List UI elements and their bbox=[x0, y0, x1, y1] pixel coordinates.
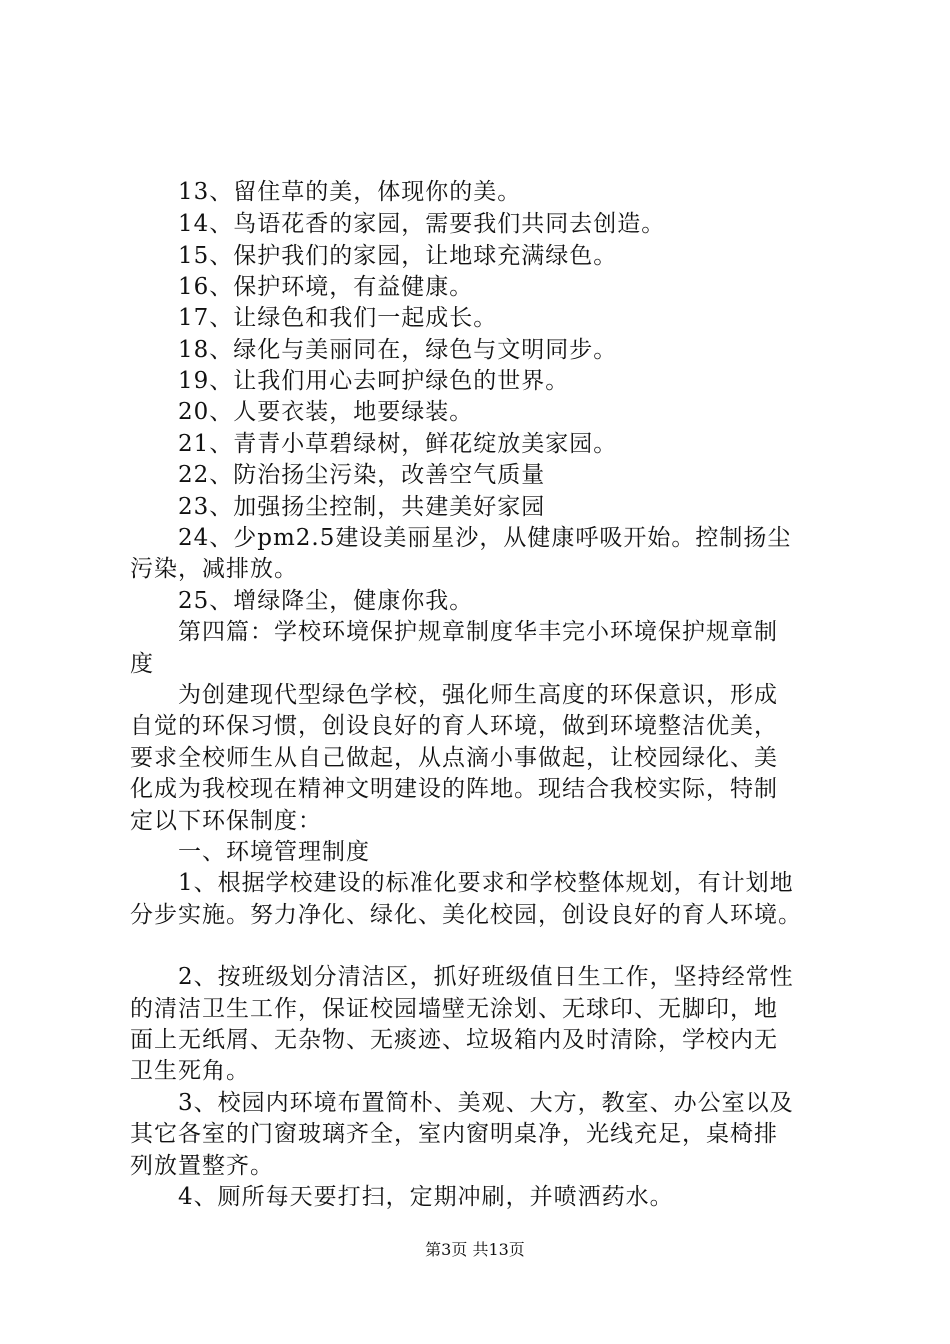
text-line: 25、增绿降尘，健康你我。 bbox=[178, 588, 474, 614]
text-line: 18、绿化与美丽同在，绿色与文明同步。 bbox=[178, 337, 618, 363]
text-line: 定以下环保制度： bbox=[130, 808, 322, 834]
text-line: 列放置整齐。 bbox=[130, 1153, 274, 1179]
text-line: 卫生死角。 bbox=[130, 1058, 250, 1084]
text-line: 面上无纸屑、无杂物、无痰迹、垃圾箱内及时清除，学校内无 bbox=[130, 1027, 778, 1053]
text-line: 15、保护我们的家园，让地球充满绿色。 bbox=[178, 243, 618, 269]
text-line: 分步实施。努力净化、绿化、美化校园，创设良好的育人环境。 bbox=[130, 902, 802, 928]
text-line: 13、留住草的美，体现你的美。 bbox=[178, 179, 522, 205]
page-number-footer: 第3页 共13页 bbox=[425, 1240, 525, 1259]
text-line: 化成为我校现在精神文明建设的阵地。现结合我校实际，特制 bbox=[130, 776, 778, 802]
section-heading: 度 bbox=[130, 651, 154, 677]
text-line: 污染，减排放。 bbox=[130, 556, 298, 582]
text-line: 19、让我们用心去呵护绿色的世界。 bbox=[178, 368, 570, 394]
section-heading: 第四篇：学校环境保护规章制度华丰完小环境保护规章制 bbox=[178, 619, 778, 645]
text-line: 22、防治扬尘污染，改善空气质量 bbox=[178, 462, 546, 488]
text-line: 的清洁卫生工作，保证校园墙壁无涂划、无球印、无脚印，地 bbox=[130, 996, 778, 1022]
text-line: 17、让绿色和我们一起成长。 bbox=[178, 305, 498, 331]
text-line: 2、按班级划分清洁区，抓好班级值日生工作，坚持经常性 bbox=[178, 964, 794, 990]
text-line: 3、校园内环境布置简朴、美观、大方，教室、办公室以及 bbox=[178, 1090, 794, 1116]
text-line: 14、鸟语花香的家园，需要我们共同去创造。 bbox=[178, 211, 666, 237]
text-line: 24、少pm2.5建设美丽星沙，从健康呼吸开始。控制扬尘 bbox=[178, 525, 792, 551]
text-line: 16、保护环境，有益健康。 bbox=[178, 274, 474, 300]
text-line: 21、青青小草碧绿树，鲜花绽放美家园。 bbox=[178, 431, 618, 457]
text-line: 要求全校师生从自己做起，从点滴小事做起，让校园绿化、美 bbox=[130, 745, 778, 771]
text-line: 1、根据学校建设的标准化要求和学校整体规划，有计划地 bbox=[178, 870, 794, 896]
text-line: 其它各室的门窗玻璃齐全，室内窗明桌净，光线充足，桌椅排 bbox=[130, 1121, 778, 1147]
text-line: 23、加强扬尘控制，共建美好家园 bbox=[178, 494, 546, 520]
text-line: 为创建现代型绿色学校，强化师生高度的环保意识，形成 bbox=[178, 682, 778, 708]
text-line: 自觉的环保习惯，创设良好的育人环境，做到环境整洁优美， bbox=[130, 713, 778, 739]
subsection-heading: 一、环境管理制度 bbox=[178, 839, 370, 865]
text-line: 20、人要衣装，地要绿装。 bbox=[178, 399, 474, 425]
text-line: 4、厕所每天要打扫，定期冲刷，并喷洒药水。 bbox=[178, 1184, 674, 1210]
